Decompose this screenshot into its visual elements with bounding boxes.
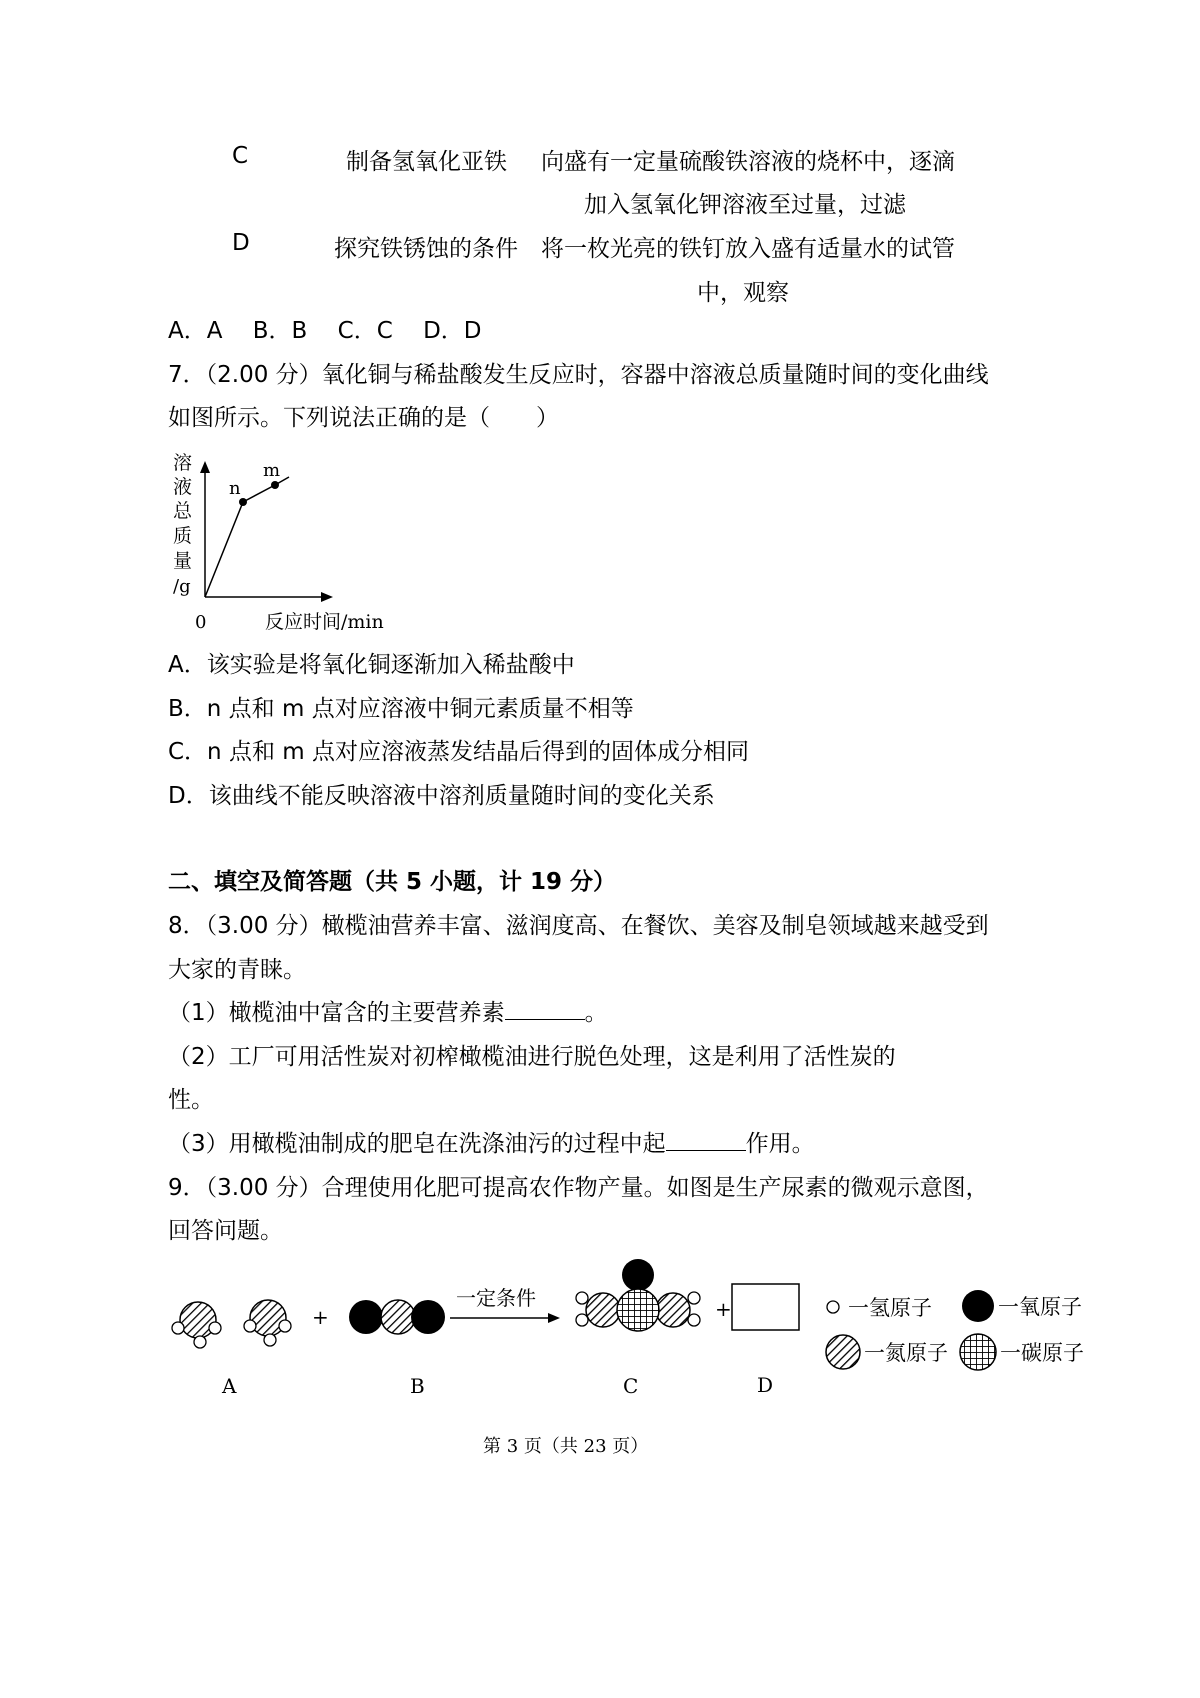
q8-sub2-line1: （2）工厂可用活性炭对初榨橄榄油进行脱色处理，这是利用了活性炭的: [168, 1044, 896, 1070]
q7-stem-line1: 7．（2.00 分）氧化铜与稀盐酸发生反应时，容器中溶液总质量随时间的变化曲线: [168, 362, 989, 388]
origin-label: 0: [195, 612, 207, 633]
molecule-d-box[interactable]: [732, 1284, 799, 1330]
legend-hydrogen-label: 一氢原子: [848, 1296, 932, 1320]
section-2-title: 二、填空及简答题（共 5 小题，计 19 分）: [168, 869, 617, 895]
label-a: A: [222, 1374, 237, 1398]
ylabel-char-4: 质: [173, 525, 193, 547]
ylabel-char-6: /g: [173, 576, 191, 597]
row-c-letter: C: [232, 143, 249, 169]
q7-mass-time-graph: [165, 445, 395, 640]
ylabel-char-1: 溶: [173, 452, 193, 474]
point-m-label: m: [263, 460, 281, 481]
legend-hydrogen-icon: [827, 1301, 839, 1313]
q8-sub2-line2: 性。: [168, 1087, 214, 1113]
legend-oxygen-icon: [962, 1290, 994, 1322]
q8-sub3: [168, 1129, 815, 1159]
plus-sign-2: +: [715, 1297, 732, 1321]
reaction-condition: 一定条件: [456, 1286, 536, 1310]
reaction-arrowhead: [548, 1313, 560, 1323]
point-n-label: n: [229, 478, 241, 499]
legend-nitrogen-icon: [826, 1335, 860, 1369]
label-d: D: [757, 1373, 774, 1397]
legend-oxygen-label: 一氧原子: [998, 1295, 1082, 1319]
legend-carbon-icon: [960, 1334, 996, 1370]
legend-nitrogen-label: 一氮原子: [864, 1341, 948, 1365]
q7-option-b: B．n 点和 m 点对应溶液中铜元素质量不相等: [168, 696, 634, 722]
legend-carbon-label: 一碳原子: [1000, 1341, 1084, 1365]
row-d-letter: D: [232, 230, 250, 256]
q6-options: A．A B．B C．C D．D: [168, 318, 482, 344]
x-axis-arrow: [321, 592, 333, 602]
row-d-experiment: 探究铁锈蚀的条件: [334, 236, 518, 262]
q7-option-c: C．n 点和 m 点对应溶液蒸发结晶后得到的固体成分相同: [168, 739, 749, 765]
legend: [826, 1290, 1084, 1370]
row-c-experiment: 制备氢氧化亚铁: [346, 149, 507, 175]
q9-stem-line1: 9．（3.00 分）合理使用化肥可提高农作物产量。如图是生产尿素的微观示意图，: [168, 1175, 989, 1201]
row-d-method-line2: 中，观察: [697, 280, 789, 306]
ylabel-char-3: 总: [173, 500, 193, 522]
molecule-c: [576, 1259, 700, 1331]
q8-sub3-end: 作用。: [745, 1131, 815, 1157]
q8-sub1-blank[interactable]: [505, 999, 585, 1020]
ylabel-char-2: 液: [173, 476, 193, 498]
molecule-a-1: [172, 1302, 221, 1348]
row-c-method-line1: 向盛有一定量硫酸铁溶液的烧杯中，逐滴: [541, 149, 955, 175]
q8-sub1-text: （1）橄榄油中富含的主要营养素: [168, 1000, 505, 1026]
q8-sub3-text: （3）用橄榄油制成的肥皂在洗涤油污的过程中起: [168, 1131, 666, 1157]
page-footer: 第 3 页（共 23 页）: [483, 1436, 649, 1457]
plus-sign-1: +: [312, 1305, 329, 1329]
molecule-b: [349, 1300, 445, 1334]
molecule-a-2: [244, 1300, 291, 1346]
q8-stem-line1: 8．（3.00 分）橄榄油营养丰富、滋润度高、在餐饮、美容及制皂领域越来越受到: [168, 913, 989, 939]
q8-sub1-end: 。: [584, 1000, 608, 1026]
label-b: B: [410, 1374, 425, 1398]
mass-curve: [205, 477, 289, 597]
row-c-method-line2: 加入氢氧化钾溶液至过量，过滤: [584, 192, 906, 218]
q8-sub3-blank[interactable]: [666, 1130, 746, 1151]
q7-stem-line2: 如图所示。下列说法正确的是（ ）: [168, 405, 559, 431]
point-m-dot: [271, 481, 279, 489]
q9-stem-line2: 回答问题。: [168, 1218, 283, 1244]
x-axis-label: 反应时间/min: [265, 611, 384, 633]
label-c: C: [623, 1374, 639, 1398]
q8-sub1: [168, 998, 608, 1028]
urea-reaction-diagram: [160, 1250, 1100, 1410]
q8-stem-line2: 大家的青睐。: [168, 957, 306, 983]
row-d-method-line1: 将一枚光亮的铁钉放入盛有适量水的试管: [541, 236, 955, 262]
q7-option-a: A．该实验是将氧化铜逐渐加入稀盐酸中: [168, 652, 575, 678]
q7-option-d: D．该曲线不能反映溶液中溶剂质量随时间的变化关系: [168, 783, 715, 809]
ylabel-char-5: 量: [173, 550, 193, 572]
point-n-dot: [239, 498, 247, 506]
y-axis-arrow: [200, 461, 210, 473]
